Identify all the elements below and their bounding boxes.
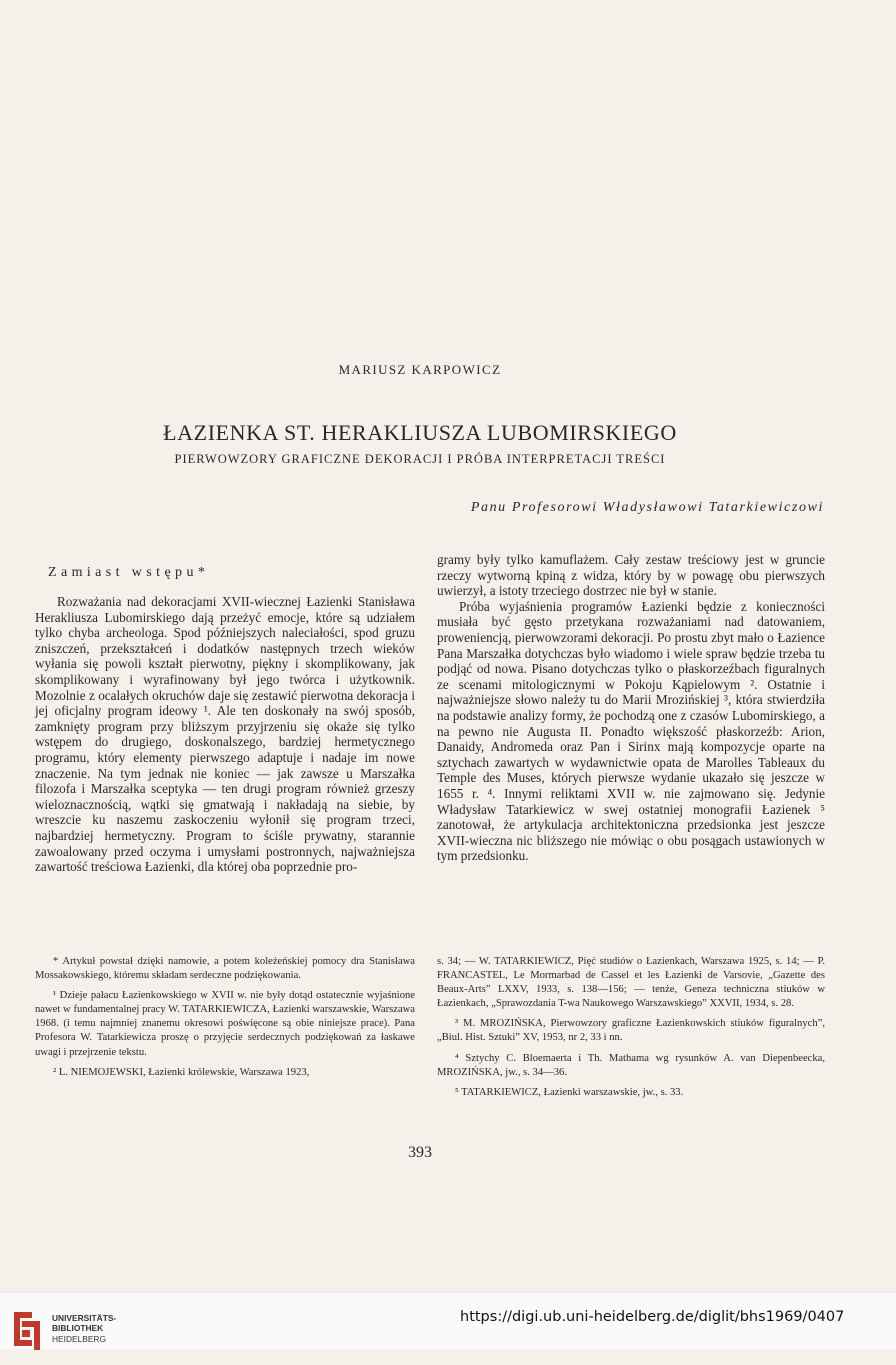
- library-line: HEIDELBERG: [52, 1333, 106, 1344]
- dedication: Panu Profesorowi Władysławowi Tatarkiewiczowi: [470, 500, 824, 515]
- page-number: 393: [408, 1144, 432, 1161]
- article-subtitle: PIERWOWZORY GRAFICZNE DEKORACJI I PRÓBA INTERPRETACJI TREŚCI: [174, 452, 666, 466]
- right-text-column: [437, 552, 825, 864]
- footnotes-right: [437, 955, 825, 1106]
- footnote: ⁵ TATARKIEWICZ, Łazienki warszawskie, jw., s. 33.: [455, 1086, 684, 1098]
- footnote: s. 34; — W. TATARKIEWICZ, Pięć studiów o Łazienkach, Warszawa 1925, s. 14; — P. FRANCASTEL, Le Mormarbad de Cassel et les Łazienki de Varsovie, „Gazette des Beaux-Arts” LXXV, 1933, s. 138—156; — tenże, Geneza techniczna stiuków w Łazienkach, „Sprawozdania T-wa Naukowego Warszawskiego” XXVII, 1934, s. 28.: [437, 956, 825, 1010]
- footnotes-left: [35, 955, 415, 1086]
- section-heading: Zamiast wstępu*: [48, 565, 210, 580]
- heidelberg-library-logo-icon[interactable]: [10, 1308, 44, 1350]
- paragraph: Rozważania nad dekoracjami XVII-wiecznej Łazienki Stanisława Herakliusza Lubomirskiego dają przeżyć emocje, które są udziałem tylko chyba archeologa. Spod późniejszych naleciałości, spod gruzu zniszczeń, przekształceń i dodatków następnych trzech wieków wyłania się powoli kształt pierwotny, piękny i skomplikowany, jak skomplikowany i wyrafinowany był jego twórca i użytkownik. Mozolnie z ocalałych okruchów daje się zestawić pierwotna dekoracja i jej oficjalny program ideowy ¹. Ale ten doskonały na swój sposób, zamknięty program przy bliższym przyjrzeniu się okaże się tylko wstępem do drugiego, doskonalszego, bardziej hermetycznego programu, który elementy pierwszego adaptuje i nadaje im nowe znaczenie. Na tym jednak nie koniec — jak zawsze u Marszałka filozofa i Marszałka sceptyka — ten drugi program również grzeszy wieloznacznością, wątki się gmatwają i nakładają na siebie, by wreszcie ku naszemu zaskoczeniu wyłonił się program trzeci, najbardziej hermetyczny. Program to ściśle prywatny, starannie zawoalowany przed oczyma i umysłami postronnych, najważniejsza zawartość treściowa Łazienki, dla której oba poprzednie pro-: [35, 594, 415, 875]
- left-text-column: [35, 594, 415, 875]
- footnote: ³ M. MROZIŃSKA, Pierwowzory graficzne Łazienkowskich stiuków figuralnych”, „Biul. Hist. Sztuki” XV, 1953, nr 2, 33 i nn.: [437, 1018, 825, 1044]
- footnote: ² L. NIEMOJEWSKI, Łazienki królewskie, Warszawa 1923,: [53, 1066, 310, 1078]
- library-line: BIBLIOTHEK: [52, 1323, 104, 1334]
- paragraph: Próba wyjaśnienia programów Łazienki będzie z konieczności musiała być gęsto przetykana rozważaniami nad datowaniem, proweniencją, pierwowzorami dekoracji. Po prostu zbyt mało o Łazience Pana Marszałka dotychczas było wiadomo i wiele spraw będzie trzeba tu podjąć od nowa. Pisano dotychczas tylko o płaskorzeźbach figuralnych ze scenami mitologicznymi w Pokoju Kąpielowym ². Ostatnie i najważniejsze słowo należy tu do Marii Mrozińskiej ³, która stwierdziła na podstawie analizy formy, że pochodzą one z czasów Lubomirskiego, a na pewno nie Augusta II. Ponadto większość płaskorzeźb: Arion, Danaidy, Andromeda oraz Pan i Sirinx mają kompozycje oparte na sztychach zawartych w wydawnictwie opata de Marolles Tableaux du Temple des Muses, których pierwsze wydanie ukazało się jeszcze w 1655 r. ⁴. Innymi reliktami XVII w. nie zajmowano się. Jedynie Władysław Tatarkiewicz w swej ostatniej monografii Łazienek ⁵ zanotował, że artykulacja architektoniczna przedsionka jest jeszcze XVII-wieczna nic bliższego nie mówiąc o obu posągach ustawionych w tym przedsionku.: [437, 598, 825, 864]
- source-url-link[interactable]: https://digi.ub.uni-heidelberg.de/diglit/bhs1969/0407: [460, 1309, 845, 1325]
- footnote: ⁴ Sztychy C. Bloemaerta i Th. Mathama wg rysunków A. van Diepenbeecka, MROZIŃSKA, jw., s. 34—36.: [437, 1052, 825, 1078]
- article-title: ŁAZIENKA ST. HERAKLIUSZA LUBOMIRSKIEGO: [163, 420, 677, 445]
- library-line: UNIVERSITÄTS-: [52, 1313, 117, 1323]
- footnote: ¹ Dzieje pałacu Łazienkowskiego w XVII w. nie były dotąd ostatecznie wyjaśnione nawet w fundamentalnej pracy W. TATARKIEWICZA, Łazienki warszawskie, Warszawa 1968. (i temu najmniej znanemu okresowi poświęcone są obie niniejsze prace). Pana Profesora W. Tatarkiewicza proszę o przyjęcie serdecznych podziękowań za łaskawe uwagi i przejrzenie tekstu.: [35, 990, 415, 1058]
- paragraph: gramy były tylko kamuflażem. Cały zestaw treściowy jest w gruncie rzeczy wytworną kpiną z widza, który by w powagę obu pierwszych uwierzył, a istoty trzeciego dostrzec nie był w stanie.: [437, 552, 825, 599]
- footnote: * Artykuł powstał dzięki namowie, a potem koleżeńskiej pomocy dra Stanisława Mossakowskiego, któremu składam serdeczne podziękowania.: [35, 956, 415, 982]
- library-name[interactable]: [52, 1313, 116, 1344]
- author-name: MARIUSZ KARPOWICZ: [338, 362, 502, 377]
